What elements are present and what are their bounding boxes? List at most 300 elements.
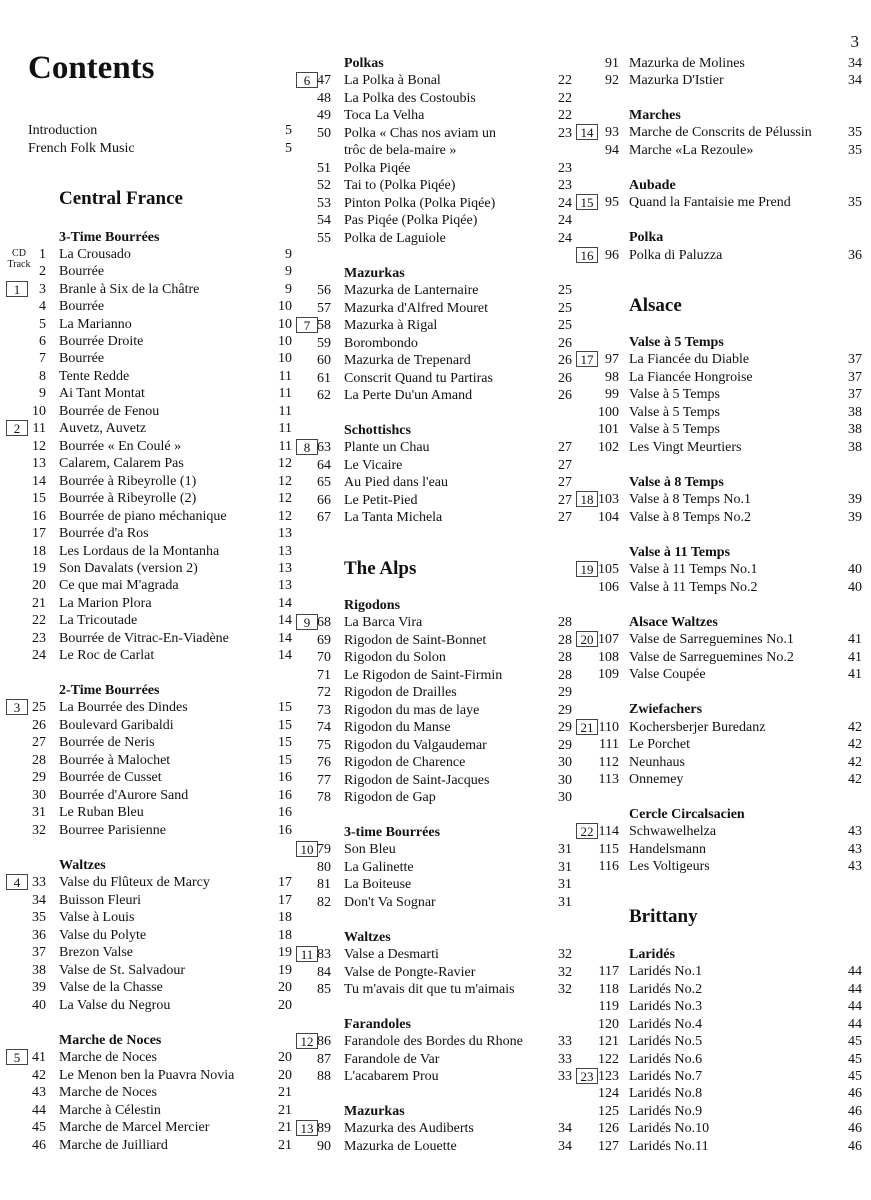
page-ref: 38 bbox=[848, 440, 862, 455]
page-ref: 28 bbox=[558, 668, 572, 683]
toc-entry[interactable] bbox=[0, 560, 296, 578]
entry-page: 5 bbox=[285, 123, 292, 138]
toc-entry[interactable] bbox=[290, 282, 576, 300]
toc-entry[interactable] bbox=[574, 1085, 864, 1103]
page-ref: 32 bbox=[558, 982, 572, 997]
subsection-heading: Polkas bbox=[344, 56, 384, 71]
tune-title: Laridés No.9 bbox=[629, 1104, 703, 1119]
tune-number: 111 bbox=[599, 737, 619, 752]
toc-entry[interactable] bbox=[0, 298, 296, 316]
toc-entry[interactable] bbox=[574, 247, 864, 265]
tune-number: 9 bbox=[39, 386, 46, 401]
tune-title: Valse du Flûteux de Marcy bbox=[59, 875, 210, 890]
tune-title: Brezon Valse bbox=[59, 945, 133, 960]
tune-number: 94 bbox=[605, 143, 619, 158]
tune-title: Rigodon du Solon bbox=[344, 650, 446, 665]
page-ref: 24 bbox=[558, 231, 572, 246]
toc-entry-introduction[interactable] bbox=[0, 122, 296, 140]
tune-number: 20 bbox=[32, 578, 46, 593]
tune-number: 101 bbox=[598, 422, 619, 437]
toc-entry[interactable] bbox=[290, 160, 576, 178]
page-ref: 9 bbox=[285, 282, 292, 297]
tune-title: Valse à 8 Temps No.2 bbox=[629, 510, 752, 525]
tune-number: 5 bbox=[39, 317, 46, 332]
toc-entry[interactable] bbox=[0, 927, 296, 945]
tune-title: Rigodon de Drailles bbox=[344, 685, 457, 700]
toc-entry[interactable] bbox=[290, 894, 576, 912]
tune-number: 108 bbox=[598, 650, 619, 665]
tune-number: 51 bbox=[317, 161, 331, 176]
subsection-heading: 3-Time Bourrées bbox=[59, 230, 160, 245]
toc-entry[interactable] bbox=[290, 352, 576, 370]
tune-title: Valse du Polyte bbox=[59, 928, 147, 943]
page-ref: 27 bbox=[558, 475, 572, 490]
toc-entry[interactable] bbox=[574, 386, 864, 404]
cd-track-number: 4 bbox=[6, 874, 28, 890]
tune-number: 2 bbox=[39, 264, 46, 279]
toc-entry[interactable] bbox=[290, 230, 576, 248]
toc-entry[interactable] bbox=[290, 125, 576, 143]
toc-entry[interactable] bbox=[0, 1119, 296, 1137]
tune-title: La Barca Vira bbox=[344, 615, 423, 630]
toc-entry[interactable] bbox=[290, 1120, 576, 1138]
toc-entry[interactable] bbox=[290, 702, 576, 720]
tune-title: Schwawelhelza bbox=[629, 824, 717, 839]
tune-title: La Tricoutade bbox=[59, 613, 138, 628]
toc-entry[interactable] bbox=[0, 595, 296, 613]
toc-entry[interactable] bbox=[0, 997, 296, 1015]
toc-entry[interactable] bbox=[574, 858, 864, 876]
page-ref: 35 bbox=[848, 143, 862, 158]
toc-entry[interactable] bbox=[0, 333, 296, 351]
toc-entry[interactable] bbox=[290, 946, 576, 964]
toc-entry[interactable] bbox=[0, 508, 296, 526]
toc-entry[interactable] bbox=[574, 194, 864, 212]
tune-title: Bourrée de Vitrac-En-Viadène bbox=[59, 631, 229, 646]
toc-entry[interactable] bbox=[290, 90, 576, 108]
toc-entry[interactable] bbox=[574, 491, 864, 509]
toc-entry[interactable] bbox=[574, 1120, 864, 1138]
subsection-heading: 2-Time Bourrées bbox=[59, 683, 160, 698]
tune-number: 25 bbox=[32, 700, 46, 715]
tune-number: 126 bbox=[598, 1121, 619, 1136]
toc-entry[interactable] bbox=[0, 420, 296, 438]
toc-entry[interactable] bbox=[290, 439, 576, 457]
tune-title: Valse a Desmarti bbox=[344, 947, 439, 962]
toc-entry[interactable] bbox=[0, 368, 296, 386]
page-ref: 19 bbox=[278, 945, 292, 960]
toc-entry[interactable] bbox=[574, 649, 864, 667]
toc-entry[interactable] bbox=[574, 666, 864, 684]
page-ref: 46 bbox=[848, 1121, 862, 1136]
toc-entry[interactable] bbox=[0, 874, 296, 892]
toc-entry[interactable] bbox=[574, 736, 864, 754]
toc-entry[interactable] bbox=[290, 876, 576, 894]
section-heading: Brittany bbox=[629, 906, 698, 927]
tune-number: 29 bbox=[32, 770, 46, 785]
tune-number: 56 bbox=[317, 283, 331, 298]
toc-entry[interactable] bbox=[574, 72, 864, 90]
toc-entry[interactable] bbox=[574, 579, 864, 597]
tune-title: Le Menon ben la Puavra Novia bbox=[59, 1068, 235, 1083]
toc-entry[interactable] bbox=[290, 964, 576, 982]
page-ref: 43 bbox=[848, 824, 862, 839]
toc-entry[interactable] bbox=[574, 509, 864, 527]
tune-number: 119 bbox=[598, 999, 619, 1014]
page-ref: 15 bbox=[278, 718, 292, 733]
page-ref: 42 bbox=[848, 720, 862, 735]
page-ref: 27 bbox=[558, 493, 572, 508]
toc-entry[interactable] bbox=[290, 1138, 576, 1156]
page-ref: 32 bbox=[558, 947, 572, 962]
toc-entry[interactable] bbox=[574, 998, 864, 1016]
page-ref: 26 bbox=[558, 371, 572, 386]
toc-entry[interactable] bbox=[0, 246, 296, 264]
tune-title: trôc de bela-maire » bbox=[344, 143, 457, 158]
tune-number: 109 bbox=[598, 667, 619, 682]
toc-entry[interactable] bbox=[290, 335, 576, 353]
tune-title: Le Vicaire bbox=[344, 458, 403, 473]
tune-number: 116 bbox=[598, 859, 619, 874]
tune-title: Bourrée Droite bbox=[59, 334, 144, 349]
page-ref: 37 bbox=[848, 370, 862, 385]
toc-entry[interactable] bbox=[290, 300, 576, 318]
tune-number: 48 bbox=[317, 91, 331, 106]
page-ref: 40 bbox=[848, 580, 862, 595]
toc-entry[interactable] bbox=[290, 649, 576, 667]
page-ref: 17 bbox=[278, 893, 292, 908]
toc-entry[interactable] bbox=[0, 647, 296, 665]
toc-entry[interactable] bbox=[0, 473, 296, 491]
toc-entry[interactable] bbox=[0, 490, 296, 508]
page-ref: 46 bbox=[848, 1104, 862, 1119]
toc-entry[interactable] bbox=[0, 979, 296, 997]
toc-entry[interactable] bbox=[290, 509, 576, 527]
tune-number: 77 bbox=[317, 773, 331, 788]
toc-entry[interactable] bbox=[574, 1033, 864, 1051]
toc-entry[interactable] bbox=[574, 421, 864, 439]
tune-title: Rigodon du Manse bbox=[344, 720, 451, 735]
tune-title: Bourrée à Ribeyrolle (1) bbox=[59, 474, 197, 489]
toc-entry[interactable] bbox=[290, 789, 576, 807]
cd-track-number: 15 bbox=[576, 194, 598, 210]
toc-entry[interactable] bbox=[290, 841, 576, 859]
toc-entry[interactable] bbox=[290, 317, 576, 335]
toc-entry[interactable] bbox=[290, 1068, 576, 1086]
toc-entry[interactable] bbox=[290, 632, 576, 650]
subsection-heading: Rigodons bbox=[344, 598, 401, 613]
toc-entry[interactable] bbox=[0, 1102, 296, 1120]
tune-number: 83 bbox=[317, 947, 331, 962]
tune-number: 87 bbox=[317, 1052, 331, 1067]
toc-entry[interactable] bbox=[574, 754, 864, 772]
tune-title: Bourrée d'Aurore Sand bbox=[59, 788, 189, 803]
tune-title: Rigodon de Charence bbox=[344, 755, 466, 770]
toc-entry[interactable] bbox=[0, 909, 296, 927]
tune-title: Les Lordaus de la Montanha bbox=[59, 544, 220, 559]
page-ref: 42 bbox=[848, 737, 862, 752]
tune-title: Laridés No.8 bbox=[629, 1086, 703, 1101]
tune-title: La Boiteuse bbox=[344, 877, 412, 892]
toc-entry[interactable] bbox=[574, 124, 864, 142]
toc-entry[interactable] bbox=[574, 439, 864, 457]
toc-entry[interactable] bbox=[290, 142, 576, 160]
toc-entry[interactable] bbox=[290, 772, 576, 790]
toc-entry[interactable] bbox=[0, 804, 296, 822]
page-ref: 27 bbox=[558, 440, 572, 455]
toc-entry[interactable] bbox=[0, 350, 296, 368]
toc-entry[interactable] bbox=[574, 404, 864, 422]
toc-entry[interactable] bbox=[0, 1084, 296, 1102]
toc-entry[interactable] bbox=[574, 1103, 864, 1121]
toc-entry[interactable] bbox=[0, 734, 296, 752]
toc-entry[interactable] bbox=[0, 822, 296, 840]
page-ref: 39 bbox=[848, 510, 862, 525]
tune-number: 70 bbox=[317, 650, 331, 665]
tune-title: Neunhaus bbox=[629, 755, 685, 770]
tune-number: 93 bbox=[605, 125, 619, 140]
tune-number: 84 bbox=[317, 965, 331, 980]
tune-number: 14 bbox=[32, 474, 46, 489]
toc-entry[interactable] bbox=[574, 771, 864, 789]
toc-entry[interactable] bbox=[0, 1137, 296, 1155]
page-ref: 12 bbox=[278, 474, 292, 489]
tune-number: 89 bbox=[317, 1121, 331, 1136]
page-ref: 43 bbox=[848, 842, 862, 857]
tune-title: Branle à Six de la Châtre bbox=[59, 282, 200, 297]
subsection-heading: Farandoles bbox=[344, 1017, 411, 1032]
tune-number: 120 bbox=[598, 1017, 619, 1032]
tune-title: Marche de Marcel Mercier bbox=[59, 1120, 210, 1135]
toc-entry[interactable] bbox=[0, 1067, 296, 1085]
toc-entry[interactable] bbox=[0, 892, 296, 910]
tune-number: 59 bbox=[317, 336, 331, 351]
tune-number: 66 bbox=[317, 493, 331, 508]
toc-entry[interactable] bbox=[0, 543, 296, 561]
tune-title: Bourrée bbox=[59, 299, 105, 314]
tune-number: 60 bbox=[317, 353, 331, 368]
toc-entry[interactable] bbox=[290, 212, 576, 230]
toc-entry[interactable] bbox=[0, 455, 296, 473]
cd-track-number: 19 bbox=[576, 561, 598, 577]
tune-title: Valse à 5 Temps bbox=[629, 405, 720, 420]
toc-entry[interactable] bbox=[290, 1033, 576, 1051]
page-ref: 16 bbox=[278, 788, 292, 803]
tune-title: Laridés No.7 bbox=[629, 1069, 703, 1084]
toc-entry[interactable] bbox=[574, 369, 864, 387]
tune-title: Marche de Noces bbox=[59, 1085, 157, 1100]
toc-entry[interactable] bbox=[0, 612, 296, 630]
toc-entry-french-folk-music[interactable] bbox=[0, 140, 296, 158]
tune-title: La Marianno bbox=[59, 317, 132, 332]
toc-entry[interactable] bbox=[0, 1049, 296, 1067]
toc-entry[interactable] bbox=[0, 769, 296, 787]
toc-entry[interactable] bbox=[290, 457, 576, 475]
subsection-heading: 3-time Bourrées bbox=[344, 825, 441, 840]
toc-entry[interactable] bbox=[290, 859, 576, 877]
tune-title: Polka « Chas nos aviam un bbox=[344, 126, 497, 141]
tune-number: 24 bbox=[32, 648, 46, 663]
tune-title: Laridés No.4 bbox=[629, 1017, 703, 1032]
tune-number: 102 bbox=[598, 440, 619, 455]
toc-entry[interactable] bbox=[574, 142, 864, 160]
page-ref: 9 bbox=[285, 247, 292, 262]
tune-title: Laridés No.6 bbox=[629, 1052, 703, 1067]
toc-entry[interactable] bbox=[0, 699, 296, 717]
page-ref: 15 bbox=[278, 700, 292, 715]
toc-entry[interactable] bbox=[574, 719, 864, 737]
page-ref: 12 bbox=[278, 456, 292, 471]
tune-number: 99 bbox=[605, 387, 619, 402]
toc-entry[interactable] bbox=[290, 1051, 576, 1069]
tune-title: Marche de Noces bbox=[59, 1050, 157, 1065]
subsection-heading: Zwiefachers bbox=[629, 702, 703, 717]
toc-entry[interactable] bbox=[574, 963, 864, 981]
tune-number: 79 bbox=[317, 842, 331, 857]
page-ref: 23 bbox=[558, 126, 572, 141]
toc-entry[interactable] bbox=[290, 667, 576, 685]
tune-number: 95 bbox=[605, 195, 619, 210]
toc-entry[interactable] bbox=[0, 752, 296, 770]
tune-number: 63 bbox=[317, 440, 331, 455]
toc-entry[interactable] bbox=[0, 385, 296, 403]
page-ref: 25 bbox=[558, 283, 572, 298]
page-ref: 25 bbox=[558, 301, 572, 316]
toc-entry[interactable] bbox=[290, 492, 576, 510]
page-ref: 28 bbox=[558, 650, 572, 665]
toc-entry[interactable] bbox=[0, 630, 296, 648]
cd-track-number: 1 bbox=[6, 281, 28, 297]
tune-title: Conscrit Quand tu Partiras bbox=[344, 371, 493, 386]
tune-number: 43 bbox=[32, 1085, 46, 1100]
page-ref: 21 bbox=[278, 1120, 292, 1135]
tune-number: 78 bbox=[317, 790, 331, 805]
toc-entry[interactable] bbox=[290, 195, 576, 213]
toc-entry[interactable] bbox=[290, 177, 576, 195]
subsection-heading: Cercle Circalsacien bbox=[629, 807, 745, 822]
toc-entry[interactable] bbox=[0, 962, 296, 980]
tune-title: Calarem, Calarem Pas bbox=[59, 456, 184, 471]
toc-entry[interactable] bbox=[0, 787, 296, 805]
toc-entry[interactable] bbox=[574, 55, 864, 73]
toc-entry[interactable] bbox=[0, 944, 296, 962]
entry-title: French Folk Music bbox=[28, 141, 135, 156]
toc-entry[interactable] bbox=[0, 577, 296, 595]
toc-entry[interactable] bbox=[574, 1016, 864, 1034]
toc-entry[interactable] bbox=[290, 754, 576, 772]
tune-title: Laridés No.2 bbox=[629, 982, 703, 997]
toc-entry[interactable] bbox=[574, 1068, 864, 1086]
toc-entry[interactable] bbox=[574, 841, 864, 859]
tune-title: Valse à 5 Temps bbox=[629, 387, 720, 402]
page-ref: 17 bbox=[278, 875, 292, 890]
page-ref: 29 bbox=[558, 720, 572, 735]
toc-entry[interactable] bbox=[0, 403, 296, 421]
tune-title: Pas Piqée (Polka Piqée) bbox=[344, 213, 478, 228]
tune-number: 53 bbox=[317, 196, 331, 211]
tune-title: Rigodon du mas de laye bbox=[344, 703, 480, 718]
subsection-heading: Marches bbox=[629, 108, 681, 123]
page-ref: 30 bbox=[558, 755, 572, 770]
toc-entry[interactable] bbox=[574, 1051, 864, 1069]
tune-number: 33 bbox=[32, 875, 46, 890]
toc-entry[interactable] bbox=[0, 438, 296, 456]
page-ref: 27 bbox=[558, 458, 572, 473]
tune-number: 71 bbox=[317, 668, 331, 683]
toc-entry[interactable] bbox=[0, 281, 296, 299]
cd-track-number: 6 bbox=[296, 72, 318, 88]
toc-entry[interactable] bbox=[574, 823, 864, 841]
tune-number: 49 bbox=[317, 108, 331, 123]
tune-number: 90 bbox=[317, 1139, 331, 1154]
cd-track-number: 3 bbox=[6, 699, 28, 715]
tune-title: Laridés No.11 bbox=[629, 1139, 709, 1154]
cd-track-number: 17 bbox=[576, 351, 598, 367]
page-ref: 27 bbox=[558, 510, 572, 525]
tune-number: 22 bbox=[32, 613, 46, 628]
toc-entry[interactable] bbox=[290, 474, 576, 492]
tune-number: 27 bbox=[32, 735, 46, 750]
tune-number: 11 bbox=[32, 421, 46, 436]
toc-entry[interactable] bbox=[290, 370, 576, 388]
tune-number: 17 bbox=[32, 526, 46, 541]
toc-entry[interactable] bbox=[290, 737, 576, 755]
tune-number: 125 bbox=[598, 1104, 619, 1119]
toc-entry[interactable] bbox=[0, 717, 296, 735]
tune-number: 121 bbox=[598, 1034, 619, 1049]
toc-entry[interactable] bbox=[0, 525, 296, 543]
tune-title: Marche de Conscrits de Pélussin bbox=[629, 125, 812, 140]
tune-title: Mazurka de Louette bbox=[344, 1139, 457, 1154]
tune-title: Bourrée « En Coulé » bbox=[59, 439, 182, 454]
toc-entry[interactable] bbox=[290, 981, 576, 999]
tune-number: 122 bbox=[598, 1052, 619, 1067]
tune-number: 38 bbox=[32, 963, 46, 978]
cd-track-number: 22 bbox=[576, 823, 598, 839]
toc-entry[interactable] bbox=[0, 263, 296, 281]
page-ref: 37 bbox=[848, 352, 862, 367]
toc-entry[interactable] bbox=[290, 107, 576, 125]
toc-entry[interactable] bbox=[574, 351, 864, 369]
page-ref: 28 bbox=[558, 615, 572, 630]
toc-entry[interactable] bbox=[574, 561, 864, 579]
toc-entry[interactable] bbox=[290, 719, 576, 737]
toc-entry[interactable] bbox=[574, 981, 864, 999]
tune-number: 44 bbox=[32, 1103, 46, 1118]
toc-entry[interactable] bbox=[290, 614, 576, 632]
tune-title: Les Vingt Meurtiers bbox=[629, 440, 742, 455]
page-ref: 22 bbox=[558, 108, 572, 123]
toc-entry[interactable] bbox=[574, 631, 864, 649]
tune-title: Ai Tant Montat bbox=[59, 386, 145, 401]
page-ref: 34 bbox=[558, 1139, 572, 1154]
tune-title: Auvetz, Auvetz bbox=[59, 421, 147, 436]
tune-number: 69 bbox=[317, 633, 331, 648]
tune-title: La Polka à Bonal bbox=[344, 73, 441, 88]
page-ref: 23 bbox=[558, 178, 572, 193]
page-ref: 33 bbox=[558, 1069, 572, 1084]
toc-entry[interactable] bbox=[290, 387, 576, 405]
toc-entry[interactable] bbox=[290, 684, 576, 702]
tune-title: La Fiancée du Diable bbox=[629, 352, 750, 367]
page-ref: 31 bbox=[558, 860, 572, 875]
page-ref: 45 bbox=[848, 1069, 862, 1084]
toc-entry[interactable] bbox=[0, 316, 296, 334]
tune-title: Rigodon de Gap bbox=[344, 790, 436, 805]
page-ref: 44 bbox=[848, 999, 862, 1014]
toc-entry[interactable] bbox=[574, 1138, 864, 1156]
toc-entry[interactable] bbox=[290, 72, 576, 90]
